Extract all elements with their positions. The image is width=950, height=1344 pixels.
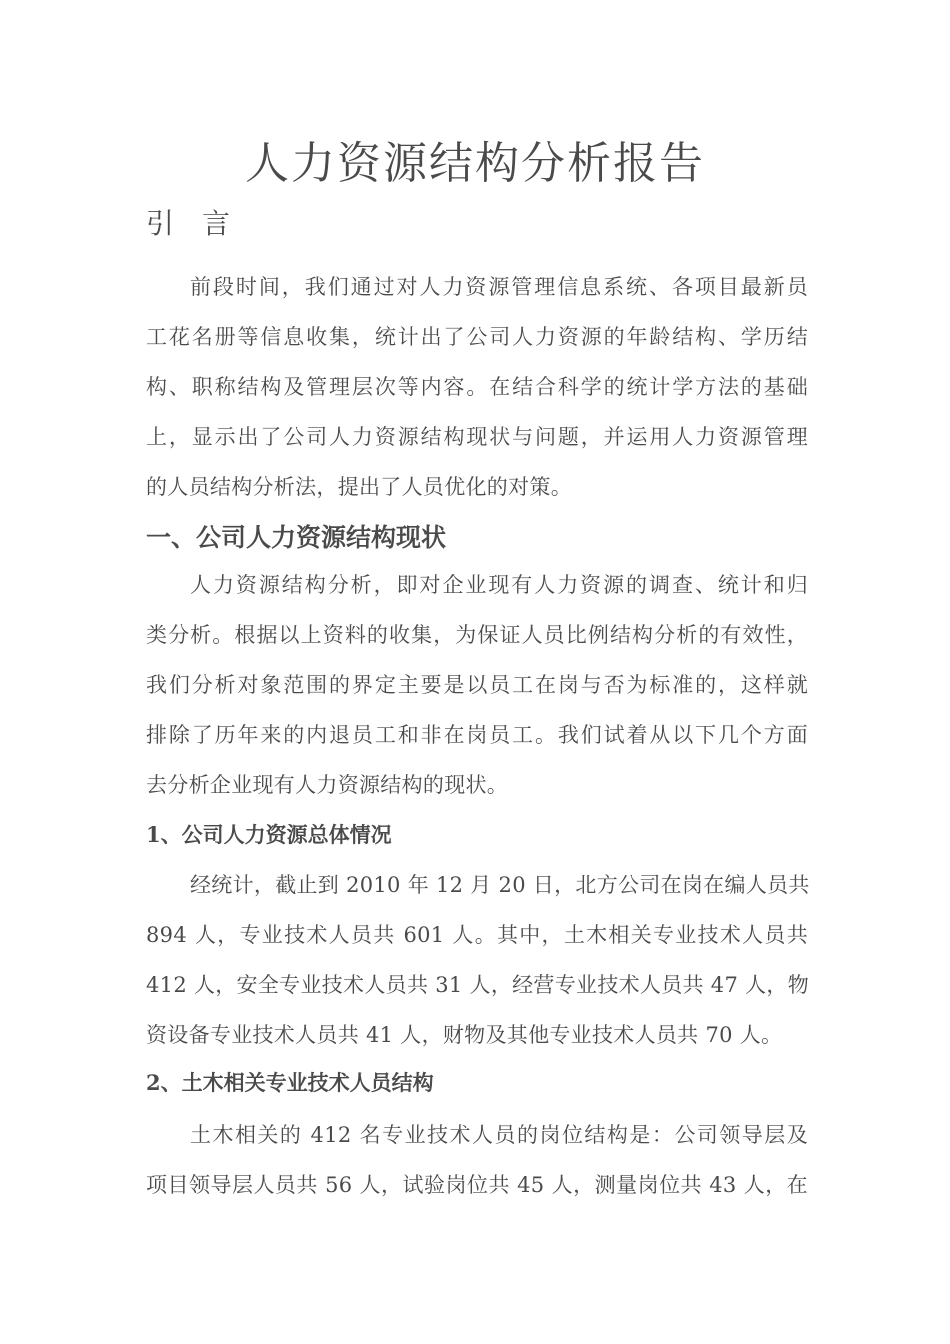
paragraph-line: 项目领导层人员共 56 人，试验岗位共 45 人，测量岗位共 43 人，在 [146, 1173, 808, 1197]
paragraph-line: 类分析。根据以上资料的收集，为保证人员比例结构分析的有效性， [146, 623, 808, 647]
paragraph-line: 上，显示出了公司人力资源结构现状与问题，并运用人力资源管理 [146, 425, 808, 449]
paragraph-line: 工花名册等信息收集，统计出了公司人力资源的年龄结构、学历结 [146, 325, 808, 349]
paragraph-line: 894 人，专业技术人员共 601 人。其中，土木相关专业技术人员共 [146, 923, 808, 947]
paragraph-line: 412 人，安全专业技术人员共 31 人，经营专业技术人员共 47 人，物 [146, 973, 809, 997]
document-title: 人力资源结构分析报告 [245, 138, 705, 189]
paragraph-line: 去分析企业现有人力资源结构的现状。 [146, 773, 509, 797]
paragraph-line: 构、职称结构及管理层次等内容。在结合科学的统计学方法的基础 [146, 375, 808, 399]
paragraph-line: 前段时间，我们通过对人力资源管理信息系统、各项目最新员 [190, 275, 808, 299]
subsection2-paragraph [146, 1110, 808, 1210]
paragraph-line: 排除了历年来的内退员工和非在岗员工。我们试着从以下几个方面 [146, 723, 808, 747]
intro-heading: 引言 [146, 207, 259, 240]
subsection1-paragraph [146, 860, 808, 1060]
paragraph-line: 经统计，截止到 2010 年 12 月 20 日，北方公司在岗在编人员共 [190, 873, 810, 897]
section-heading-1: 一、公司人力资源结构现状 [146, 523, 447, 552]
section1-paragraph [146, 560, 808, 810]
paragraph-line: 我们分析对象范围的界定主要是以员工在岗与否为标准的，这样就 [146, 673, 808, 697]
paragraph-line: 的人员结构分析法，提出了人员优化的对策。 [146, 475, 572, 499]
paragraph-line: 资设备专业技术人员共 41 人，财物及其他专业技术人员共 70 人。 [146, 1023, 783, 1047]
subsection-heading-1: 1、公司人力资源总体情况 [146, 822, 392, 847]
subsection-heading-2: 2、土木相关专业技术人员结构 [146, 1070, 434, 1095]
paragraph-line: 土木相关的 412 名专业技术人员的岗位结构是：公司领导层及 [190, 1123, 808, 1147]
paragraph-line: 人力资源结构分析，即对企业现有人力资源的调查、统计和归 [190, 573, 808, 597]
intro-paragraph [146, 262, 808, 512]
